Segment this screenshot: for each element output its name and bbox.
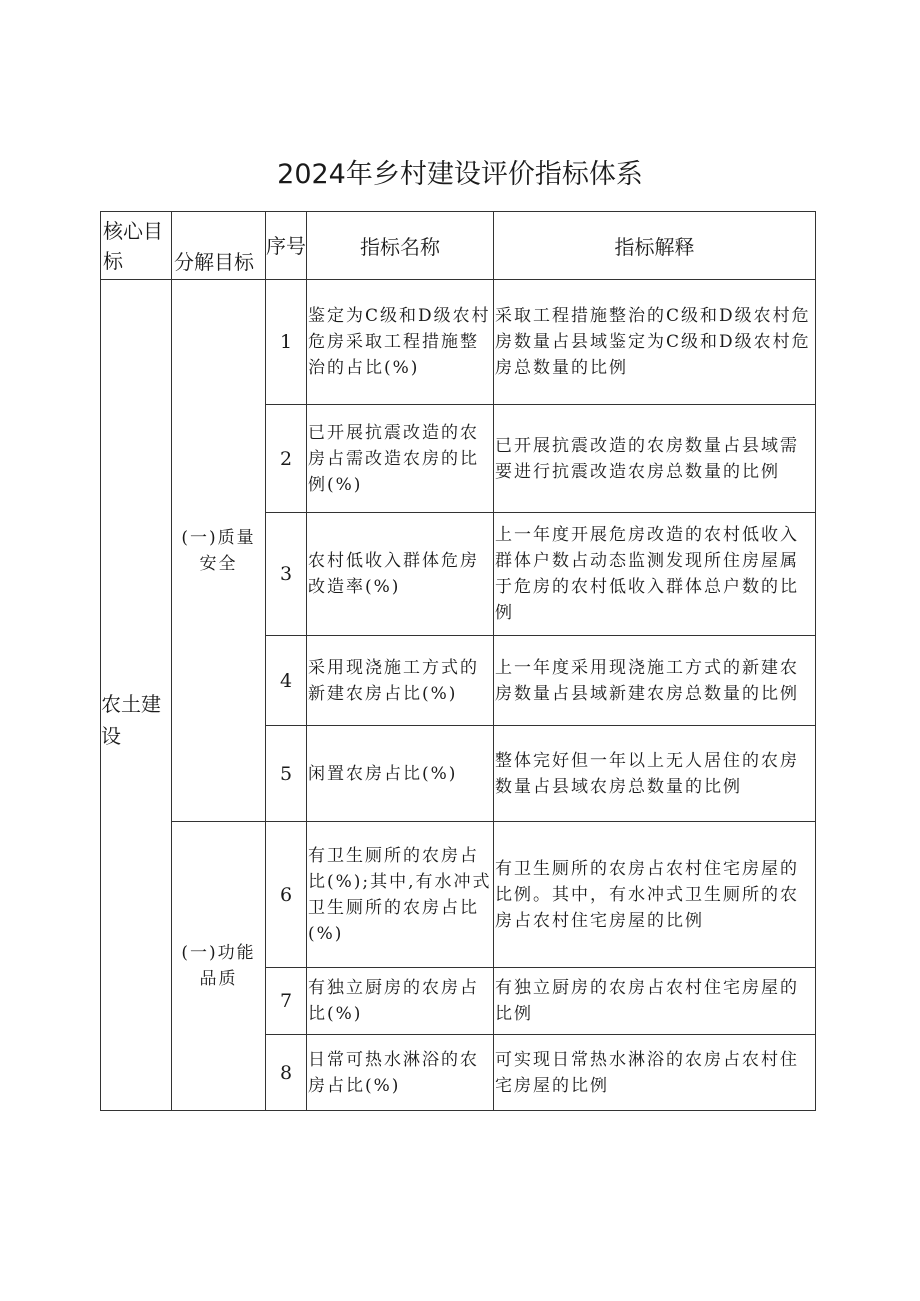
- row-indicator-name: 已开展抗震改造的农房占需改造农房的比例(%): [307, 405, 494, 513]
- row-seq: 8: [266, 1035, 307, 1111]
- row-indicator-explain: 已开展抗震改造的农房数量占县域需要进行抗震改造农房总数量的比例: [494, 405, 816, 513]
- row-seq: 1: [266, 280, 307, 405]
- group-quality-safety: (一)质量安全: [172, 280, 266, 822]
- row-indicator-explain: 整体完好但一年以上无人居住的农房数量占县域农房总数量的比例: [494, 726, 816, 822]
- row-seq: 6: [266, 822, 307, 968]
- row-indicator-name: 采用现浇施工方式的新建农房占比(%): [307, 636, 494, 726]
- row-seq: 2: [266, 405, 307, 513]
- row-indicator-explain: 上一年度开展危房改造的农村低收入群体户数占动态监测发现所住房屋属于危房的农村低收入群体总户数的比例: [494, 513, 816, 636]
- row-seq: 5: [266, 726, 307, 822]
- indicator-table: [100, 211, 816, 1111]
- row-seq: 7: [266, 968, 307, 1035]
- row-indicator-explain: 有卫生厕所的农房占农村住宅房屋的比例。其中，有水冲式卫生厕所的农房占农村住宅房屋的比例: [494, 822, 816, 968]
- header-core-goal: 核心目标: [101, 212, 172, 280]
- table-row: [101, 280, 816, 405]
- header-indicator-explain: 指标解释: [494, 212, 816, 280]
- document-title: 2024年乡村建设评价指标体系: [277, 159, 643, 190]
- row-indicator-name: 有卫生厕所的农房占比(%);其中,有水冲式卫生厕所的农房占比(%): [307, 822, 494, 968]
- core-goal-cell: 农土建设: [101, 280, 172, 1111]
- row-indicator-explain: 采取工程措施整治的C级和D级农村危房数量占县域鉴定为C级和D级农村危房总数量的比例: [494, 280, 816, 405]
- row-indicator-name: 闲置农房占比(%): [307, 726, 494, 822]
- header-seq: 序号: [266, 212, 307, 280]
- header-sub-goal: 分解目标: [172, 212, 266, 280]
- group-function-quality: (一)功能品质: [172, 822, 266, 1111]
- row-seq: 4: [266, 636, 307, 726]
- row-indicator-explain: 有独立厨房的农房占农村住宅房屋的比例: [494, 968, 816, 1035]
- row-indicator-name: 农村低收入群体危房改造率(%): [307, 513, 494, 636]
- row-indicator-explain: 上一年度采用现浇施工方式的新建农房数量占县域新建农房总数量的比例: [494, 636, 816, 726]
- row-seq: 3: [266, 513, 307, 636]
- row-indicator-name: 有独立厨房的农房占比(%): [307, 968, 494, 1035]
- table-row: [101, 822, 816, 968]
- table-header-row: [101, 212, 816, 280]
- row-indicator-explain: 可实现日常热水淋浴的农房占农村住宅房屋的比例: [494, 1035, 816, 1111]
- row-indicator-name: 日常可热水淋浴的农房占比(%): [307, 1035, 494, 1111]
- row-indicator-name: 鉴定为C级和D级农村危房采取工程措施整治的占比(%): [307, 280, 494, 405]
- header-indicator-name: 指标名称: [307, 212, 494, 280]
